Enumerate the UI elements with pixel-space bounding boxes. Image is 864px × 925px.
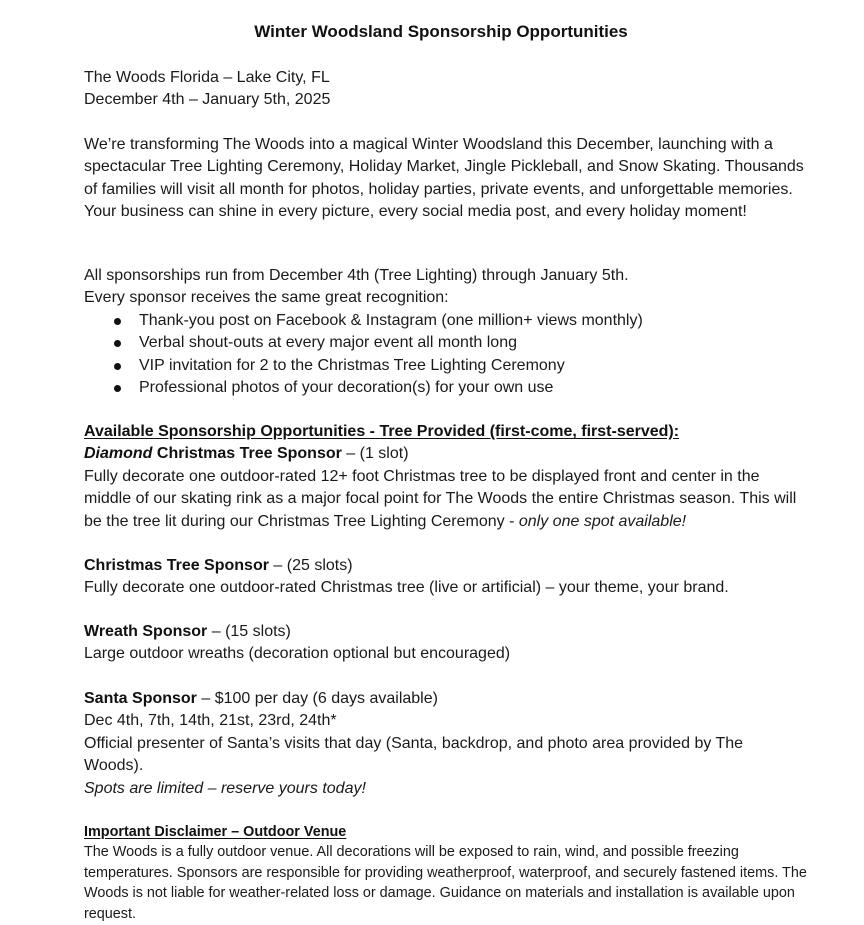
bullet-icon [114,385,121,392]
benefit-item: Verbal shout-outs at every major event all month long [84,332,643,354]
document-title: Winter Woodsland Sponsorship Opportunities [254,22,628,41]
disclaimer-heading: Important Disclaimer – Outdoor Venue [84,824,347,840]
bullet-icon [114,318,121,325]
sponsor-diamond-note: only one spot available! [518,512,687,530]
sponsor-wreath-description: Large outdoor wreaths (decoration optional but encouraged) [84,645,511,663]
bullet-icon [114,340,121,347]
opportunities-heading: Available Sponsorship Opportunities - Tree Provided (first-come, first-served): [84,423,680,440]
event-location: The Woods Florida – Lake City, FL [84,69,330,86]
sponsor-slots: – (15 slots) [207,623,291,640]
sponsor-diamond-description: Fully decorate one outdoor-rated 12+ foot Christmas tree to be displayed front and center in the middle of our skating rink as a major focal point for The Woods the entire Christmas season. This will be the tree lit during our Christmas Tree Lighting Ceremony - only one spot available! [84,467,797,530]
sponsor-name: Christmas Tree Sponsor [152,445,342,463]
sponsor-price: – $100 per day (6 days available) [196,690,438,707]
sponsor-slots: – (1 slot) [341,445,409,463]
benefit-item: VIP invitation for 2 to the Christmas Tree Lighting Ceremony [84,355,643,377]
sponsor-diamond-title [84,443,409,465]
sponsor-diamond-label: Diamond [84,445,153,463]
sponsor-santa-note: Spots are limited – reserve yours today! [84,779,366,797]
recognition-intro: Every sponsor receives the same great recognition: [84,289,449,307]
bullet-icon [114,363,121,370]
sponsor-name: Christmas Tree Sponsor [84,557,269,574]
sponsor-santa-title [84,688,438,710]
sponsor-name: Wreath Sponsor [84,623,208,640]
sponsor-santa-description: Official presenter of Santa’s visits that day (Santa, backdrop, and photo area provided by The Woods). [84,734,744,775]
sponsor-tree-title [84,555,353,577]
benefit-item: Professional photos of your decoration(s) for your own use [84,377,643,399]
sponsor-slots: – (25 slots) [268,557,353,574]
event-dates: December 4th – January 5th, 2025 [84,91,331,109]
run-period: All sponsorships run from December 4th (Tree Lighting) through January 5th. [84,267,629,284]
sponsor-wreath-title [84,621,291,643]
benefit-item: Thank-you post on Facebook & Instagram (one million+ views monthly) [84,310,643,332]
benefits-list [84,310,643,400]
disclaimer-text: The Woods is a fully outdoor venue. All decorations will be exposed to rain, wind, and possible freezing temperatures. Sponsors are responsible for providing weatherproof, waterproof, and securely fastened items. The Woods is not liable for weather-related loss or damage. Guidance on materials and installation is available upon request. [84,844,807,922]
sponsor-name: Santa Sponsor [84,690,197,707]
sponsor-santa-dates: Dec 4th, 7th, 14th, 21st, 23rd, 24th* [84,712,337,730]
sponsor-tree-description: Fully decorate one outdoor-rated Christmas tree (live or artificial) – your theme, your brand. [84,579,729,597]
intro-paragraph: We’re transforming The Woods into a magical Winter Woodsland this December, launching with a spectacular Tree Lighting Ceremony, Holiday Market, Jingle Pickleball, and Snow Skating. Thousands of families will visit all month for photos, holiday parties, private events, and unforgettable memories. Your business can shine in every picture, every social media post, and every holiday moment! [84,136,804,221]
